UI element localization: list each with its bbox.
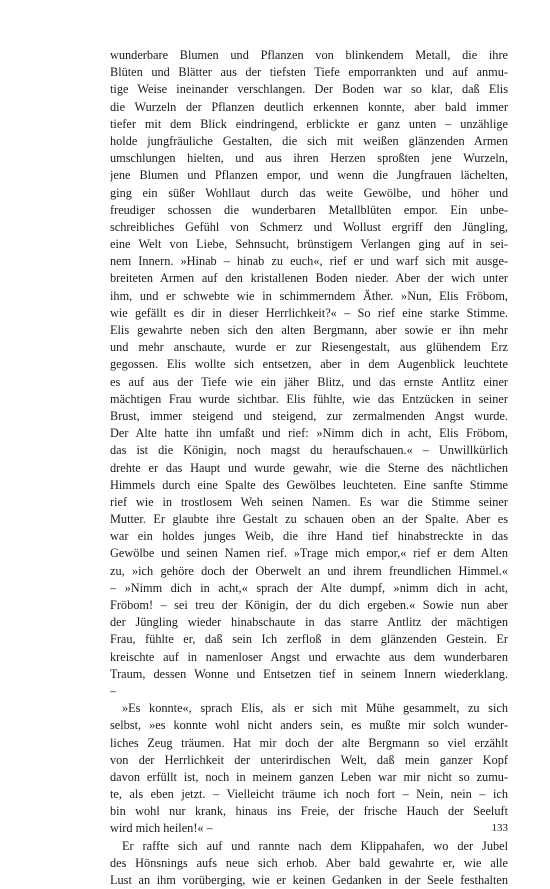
text-line [110, 99, 508, 116]
text-line [110, 838, 508, 855]
text-line [110, 339, 508, 356]
text-line [110, 253, 508, 270]
text-line [110, 391, 508, 408]
text-line [110, 820, 508, 837]
text-line-content: wie gefällt es dir in dieser Herrlichkeit?« – So rief eine starke Stimme. [110, 305, 508, 320]
text-line-content: Gewölbe und seinen Namen rief. »Trage mich empor,« rief er dem Alten [110, 546, 508, 561]
text-line-content: holde jungfräuliche Gestalten, die sich mit weißen glänzenden Armen [110, 133, 508, 148]
text-line [110, 752, 508, 769]
text-line [110, 116, 508, 133]
text-line [110, 356, 508, 373]
text-line [110, 786, 508, 803]
text-line [110, 219, 508, 236]
text-line [110, 133, 508, 150]
page-number: 133 [491, 822, 508, 834]
text-line [110, 666, 508, 683]
text-line-content: es auf aus der Tiefe wie ein jäher Blitz, und das ernste Antlitz einer [110, 374, 508, 389]
text-line-content: davon erfüllt ist, noch in meinem ganzen Leben war mir nicht so zumu- [110, 769, 508, 784]
text-line [110, 322, 508, 339]
text-line [110, 614, 508, 631]
text-line-content: nem Innern. »Hinab – hinab zu euch«, rief er und warf sich mit ausge- [110, 254, 508, 269]
text-line [110, 270, 508, 287]
text-line-content: selbst, »es konnte wohl nicht anders sein, es mußte mir solch wunder- [110, 718, 508, 733]
text-line-content: jene Blumen und Pflanzen empor, und wenn die Jungfrauen lächelten, [110, 168, 508, 183]
text-line-content: »Es konnte«, sprach Elis, als er sich mit Mühe gesammelt, zu sich [122, 701, 508, 716]
text-line [110, 202, 508, 219]
text-line [110, 511, 508, 528]
text-line [110, 545, 508, 562]
text-line [110, 64, 508, 81]
text-line [110, 185, 508, 202]
text-line-content: tige Weise ineinander verschlangen. Der Boden war so klar, daß Elis [110, 82, 508, 97]
text-line-content: Blüten und Blätter aus der tiefsten Tiefe emporrankten und auf anmu- [110, 65, 508, 80]
body-text [110, 47, 508, 889]
text-line-content: Frau, fühlte er, daß sein Ich zerfloß in dem glänzenden Gestein. Er [110, 632, 508, 647]
text-line [110, 494, 508, 511]
text-line-content: gegossen. Elis wollte sich entsetzen, aber in dem Augenblick leuchtete [110, 357, 508, 372]
text-line-content: Brust, immer steigend und steigend, zur zermalmenden Angst wurde. [110, 408, 508, 423]
text-line-content: der Jüngling wieder hinabschaute in das starre Antlitz der mächtigen [110, 615, 508, 630]
text-line-content: zu, »ich gehöre doch der Oberwelt an und ihrem freundlichen Himmel.« [110, 563, 508, 578]
text-line-content: und mehr anschaute, wurde er zur Riesengestalt, aus glühendem Erz [110, 340, 508, 355]
text-line [110, 563, 508, 580]
text-line-content: kreischte auf in namenloser Angst und erwachte aus dem wunderbaren [110, 649, 508, 664]
text-line [110, 717, 508, 734]
text-line-content: Der Alte hatte ihn umfaßt und rief: »Nimm dich in acht, Elis Fröbom, [110, 426, 508, 441]
text-line-content: schreibliches Gefühl von Schmerz und Wollust ergriff den Jüngling, [110, 219, 508, 234]
text-line-content: Himmels durch eine Spalte des Gewölbes leuchteten. Eine sanfte Stimme [110, 477, 508, 492]
text-line-content: breiteten Armen auf den kristallenen Boden nieder. Aber der wich unter [110, 271, 508, 286]
text-line-content: Er raffte sich auf und rannte nach dem Klippahafen, wo der Jubel [122, 838, 508, 853]
text-line-content: von der Herrlichkeit der unterirdischen Welt, daß mein ganzer Kopf [110, 752, 508, 767]
text-line-content: die Wurzeln der Pflanzen deutlich erkennen konnte, aber bald immer [110, 99, 508, 114]
text-line [110, 167, 508, 184]
text-line-content: Traum, dessen Wonne und Entsetzen tief in seinem Innern wiederklang. [110, 666, 508, 681]
text-line [110, 288, 508, 305]
text-line-content: drehte er das Haupt und wurde gewahr, wie die Sterne des nächtlichen [110, 460, 508, 475]
text-line-content: das ist die Königin, noch magst du heraufschauen.« – Unwillkürlich [110, 443, 508, 458]
text-line [110, 150, 508, 167]
text-line [110, 528, 508, 545]
text-line [110, 477, 508, 494]
text-line [110, 305, 508, 322]
text-line [110, 236, 508, 253]
text-line-content: te, als eben jetzt. – Vielleicht träume ich noch fort – Nein, nein – ich [110, 787, 508, 802]
text-line-content: Mutter. Er glaubte ihre Gestalt zu schauen oben an der Spalte. Aber es [110, 512, 508, 527]
text-line-content: wunderbare Blumen und Pflanzen von blinkendem Metall, die ihre [110, 48, 508, 62]
text-line-content: Elis gewahrte neben sich den alten Bergmann, aber sowie er ihn mehr [110, 323, 508, 337]
text-line-content: rief wie in trostlosem Weh seinen Namen. Es war die Stimme seiner [110, 494, 508, 509]
text-line-content: des Hönsnings aufs neue sich erhob. Aber bald gewahrte er, wie alle [110, 855, 508, 870]
text-line [110, 700, 508, 717]
text-line [110, 442, 508, 459]
text-line-content: wird mich heilen!« – [110, 821, 213, 836]
text-line [110, 769, 508, 786]
text-line [110, 425, 508, 442]
text-line-content: mächtigen Frau wurde sichtbar. Elis fühlte, wie das Entzücken in seiner [110, 391, 508, 406]
text-line [110, 683, 508, 700]
text-line [110, 855, 508, 872]
text-line-content: – »Nimm dich in acht,« sprach der Alte dumpf, »nimm dich in acht, [110, 580, 508, 595]
text-line-content: – [110, 683, 117, 698]
text-line-content: tiefer mit dem Blick eindringend, erblickte er ganz unten – unzählige [110, 116, 508, 131]
text-line [110, 374, 508, 391]
text-line [110, 735, 508, 752]
text-line [110, 803, 508, 820]
text-line-content: eine Welt von Liebe, Sehnsucht, brünstigem Verlangen ging auf in sei- [110, 237, 508, 252]
text-line [110, 460, 508, 477]
text-line-content: liches Zeug träumen. Hat mir doch der alte Bergmann so viel erzählt [110, 735, 508, 750]
text-line-content: Lust an ihm vorüberging, wie er keinen Gedanken in der Seele festhalten [110, 873, 508, 887]
text-line-content: umschlungen hielten, und aus ihren Herzen sproßten jene Wurzeln, [110, 151, 508, 166]
text-line [110, 631, 508, 648]
text-line [110, 872, 508, 889]
text-line [110, 649, 508, 666]
text-line-content: Fröbom! – sei treu der Königin, der du dich ergeben.« Sowie nun aber [110, 598, 508, 612]
text-line [110, 408, 508, 425]
text-line [110, 580, 508, 597]
text-line [110, 597, 508, 614]
text-line-content: freudiger schossen die wunderbaren Metallblüten empor. Ein unbe- [110, 202, 508, 217]
text-line [110, 81, 508, 98]
text-line-content: bin wohl nur krank, hinaus ins Freie, der frische Hauch der Seeluft [110, 804, 508, 819]
text-line-content: war ein holdes junges Weib, die ihre Hand tief hinabstreckte in das [110, 529, 508, 544]
text-line-content: ihm, und er schwebte wie in schimmerndem Äther. »Nun, Elis Fröbom, [110, 288, 508, 303]
text-line-content: ging ein süßer Wohllaut durch das weite Gewölbe, und höher und [110, 185, 508, 200]
text-line [110, 47, 508, 64]
